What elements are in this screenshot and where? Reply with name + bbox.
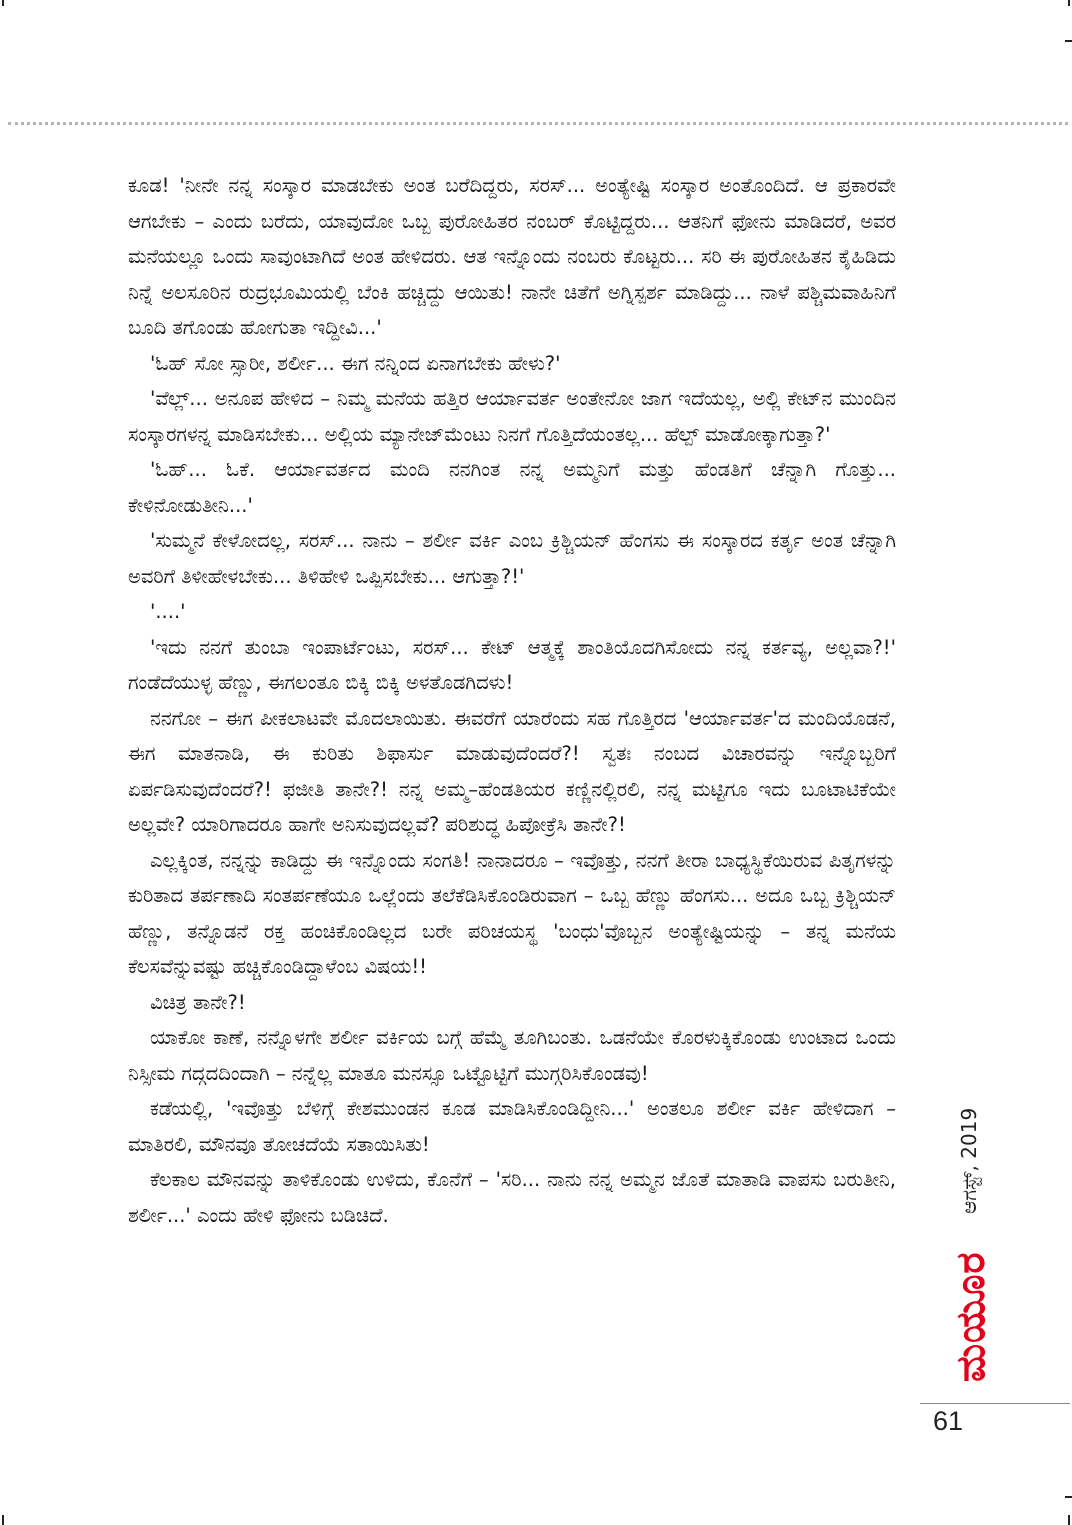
article-paragraph: ಕಡೆಯಲ್ಲಿ, 'ಇವೊತ್ತು ಬೆಳಿಗ್ಗೆ ಕೇಶಮುಂಡನ ಕೂಡ ಮಾಡಿಸಿಕೊಂಡಿದ್ದೀನಿ...' ಅಂತಲೂ ಶರ್ಲೀ ವರ್ಕಿ ಹೇಳಿದಾಗ – ಮಾತಿರಲಿ, ಮೌನವೂ ತೋಚದೆಯೆ ಸತಾಯಿಸಿತು! [128,1097,896,1156]
article-paragraph: ಎಲ್ಲಕ್ಕಿಂತ, ನನ್ನನ್ನು ಕಾಡಿದ್ದು ಈ ಇನ್ನೊಂದು ಸಂಗತಿ! ನಾನಾದರೂ – ಇವೊತ್ತು, ನನಗೆ ತೀರಾ ಬಾಧ್ಯಸ್ಥಿಕೆಯಿರುವ ಪಿತೃಗಳನ್ನು ಕುರಿತಾದ ತರ್ಪಣಾದಿ ಸಂತರ್ಪಣೆಯೂ ಒಲ್ಲೆಂದು ತಲೆಕೆಡಿಸಿಕೊಂಡಿರುವಾಗ – ಒಬ್ಬ ಹೆಣ್ಣು ಹೆಂಗಸು... ಅದೂ ಒಬ್ಬ ಕ್ರಿಶ್ಚಿಯನ್ ಹೆಣ್ಣು, ತನ್ನೊಡನೆ ರಕ್ತ ಹಂಚಿಕೊಂಡಿಲ್ಲದ ಬರೇ ಪರಿಚಯಸ್ಥ 'ಬಂಧು'ವೊಬ್ಬನ ಅಂತ್ಯೇಷ್ಟಿಯನ್ನು – ತನ್ನ ಮನೆಯ ಕೆಲಸವೆನ್ನುವಷ್ಟು ಹಚ್ಚಿಕೊಂಡಿದ್ದಾಳೆಂಬ ವಿಷಯ!! [128,848,896,978]
article-paragraph: 'ಇದು ನನಗೆ ತುಂಬಾ ಇಂಪಾರ್ಟೆಂಟು, ಸರಸ್... ಕೇಟ್ ಆತ್ಮಕ್ಕೆ ಶಾಂತಿಯೊದಗಿಸೋದು ನನ್ನ ಕರ್ತವ್ಯ, ಅಲ್ಲವಾ?!' ಗಂಡೆದೆಯುಳ್ಳ ಹೆಣ್ಣು, ಈಗಲಂತೂ ಬಿಕ್ಕಿ ಬಿಕ್ಕಿ ಅಳತೊಡಗಿದಳು! [128,635,896,694]
crop-mark-right-lower [1065,1496,1072,1498]
article-body [128,168,896,1233]
article-paragraph: ವಿಚಿತ್ರ ತಾನೇ?! [150,990,246,1014]
article-paragraph: ಯಾಕೋ ಕಾಣೆ, ನನ್ನೊಳಗೇ ಶರ್ಲೀ ವರ್ಕಿಯ ಬಗ್ಗೆ ಹೆಮ್ಮೆ ತೂಗಿಬಂತು. ಒಡನೆಯೇ ಕೊರಳುಕ್ಕಿಕೊಂಡು ಉಂಟಾದ ಒಂದು ನಿಸ್ಸೀಮ ಗದ್ಗದದಿಂದಾಗಿ – ನನ್ನೆಲ್ಲ ಮಾತೂ ಮನಸ್ಸೂ ಒಟ್ಟೊಟ್ಟಿಗೆ ಮುಗ್ಗರಿಸಿಕೊಂಡವು! [128,1026,896,1085]
crop-mark-top-right [1068,0,1070,6]
article-paragraph: 'ವೆಲ್ಲ್... ಅನೂಪ ಹೇಳಿದ – ನಿಮ್ಮ ಮನೆಯ ಹತ್ತಿರ ಆರ್ಯಾವರ್ತ ಅಂತೇನೋ ಜಾಗ ಇದೆಯಲ್ಲ, ಅಲ್ಲಿ ಕೇಟ್‌ನ ಮುಂದಿನ ಸಂಸ್ಕಾರಗಳನ್ನ ಮಾಡಿಸಬೇಕು... ಅಲ್ಲಿಯ ಮ್ಯಾನೇಜ್‌ಮೆಂಟು ನಿನಗೆ ಗೊತ್ತಿದೆಯಂತಲ್ಲ... ಹೆಲ್ಪ್ ಮಾಡೋಕ್ಕಾಗುತ್ತಾ?' [128,387,896,446]
crop-mark-top-left [2,0,4,6]
article-paragraph: ಕೂಡ! 'ನೀನೇ ನನ್ನ ಸಂಸ್ಕಾರ ಮಾಡಬೇಕು ಅಂತ ಬರೆದಿದ್ದರು, ಸರಸ್... ಅಂತ್ಯೇಷ್ಟಿ ಸಂಸ್ಕಾರ ಅಂತೊಂದಿದೆ. ಆ ಪ್ರಕಾರವೇ ಆಗಬೇಕು – ಎಂದು ಬರೆದು, ಯಾವುದೋ ಒಬ್ಬ ಪುರೋಹಿತರ ನಂಬರ್ ಕೊಟ್ಟಿದ್ದರು... ಆತನಿಗೆ ಫೋನು ಮಾಡಿದರೆ, ಅವರ ಮನೆಯಲ್ಲೂ ಒಂದು ಸಾವುಂಟಾಗಿದೆ ಅಂತ ಹೇಳಿದರು. ಆತ ಇನ್ನೊಂದು ನಂಬರು ಕೊಟ್ಟರು... ಸರಿ ಈ ಪುರೋಹಿತನ ಕೈಹಿಡಿದು ನಿನ್ನೆ ಅಲಸೂರಿನ ರುದ್ರಭೂಮಿಯಲ್ಲಿ ಬೆಂಕಿ ಹಚ್ಚಿದ್ದು ಆಯಿತು! ನಾನೇ ಚಿತೆಗೆ ಅಗ್ನಿಸ್ಪರ್ಶ ಮಾಡಿದ್ದು... ನಾಳೆ ಪಶ್ಚಿಮವಾಹಿನಿಗೆ ಬೂದಿ ತಗೊಂಡು ಹೋಗುತಾ ಇದ್ದೀವಿ...' [128,174,896,339]
article-paragraph: '....' [150,600,186,623]
article-paragraph: ಕೆಲಕಾಲ ಮೌನವನ್ನು ತಾಳಿಕೊಂಡು ಉಳಿದು, ಕೊನೆಗೆ – 'ಸರಿ... ನಾನು ನನ್ನ ಅಮ್ಮನ ಜೊತೆ ಮಾತಾಡಿ ವಾಪಸು ಬರುತೀನಿ, ಶರ್ಲೀ...' ಎಂದು ಹೇಳಿ ಫೋನು ಬಡಿಚಿದೆ. [128,1168,896,1227]
crop-mark-bottom-right [1068,1515,1070,1525]
crop-mark-right-upper [1065,40,1072,42]
issue-date: ಆಗಸ್ಟ್, 2019 [957,1107,981,1214]
article-paragraph: 'ಓಹ್... ಓಕೆ. ಆರ್ಯಾವರ್ತದ ಮಂದಿ ನನಗಿಂತ ನನ್ನ ಅಮ್ಮನಿಗೆ ಮತ್ತು ಹೆಂಡತಿಗೆ ಚೆನ್ನಾಗಿ ಗೊತ್ತು... ಕೇಳಿನೋಡುತೀನಿ...' [128,458,896,517]
article-paragraph: 'ಓಹ್ ಸೋ ಸ್ಸಾರೀ, ಶರ್ಲೀ... ಈಗ ನನ್ನಿಂದ ಏನಾಗಬೇಕು ಹೇಳು?' [150,351,561,375]
page-number: 61 [933,1406,964,1436]
crop-mark-bottom-left [2,1515,4,1525]
article-paragraph: ನನಗೋ – ಈಗ ಪೀಕಲಾಟವೇ ಮೊದಲಾಯಿತು. ಈವರೆಗೆ ಯಾರೆಂದು ಸಹ ಗೊತ್ತಿರದ 'ಆರ್ಯಾವರ್ತ'ದ ಮಂದಿಯೊಡನೆ, ಈಗ ಮಾತನಾಡಿ, ಈ ಕುರಿತು ಶಿಫಾರ್ಸು ಮಾಡುವುದೆಂದರೆ?! ಸ್ವತಃ ನಂಬದ ವಿಚಾರವನ್ನು ಇನ್ನೊಬ್ಬರಿಗೆ ಏರ್ಪಡಿಸುವುದೆಂದರೆ?! ಫಜೀತಿ ತಾನೇ?! ನನ್ನ ಅಮ್ಮ–ಹೆಂಡತಿಯರ ಕಣ್ಣಿನಲ್ಲಿರಲಿ, ನನ್ನ ಮಟ್ಟಿಗೂ ಇದು ಬೂಟಾಟಿಕೆಯೇ ಅಲ್ಲವೇ? ಯಾರಿಗಾದರೂ ಹಾಗೇ ಅನಿಸುವುದಲ್ಲವೆ? ಪರಿಶುದ್ಧ ಹಿಪೋಕ್ರೆಸಿ ತಾನೇ?! [128,706,896,836]
magazine-name: ಮಯೂರ [948,1251,994,1382]
article-paragraph: 'ಸುಮ್ಮನೆ ಕೇಳೋದಲ್ಲ, ಸರಸ್... ನಾನು – ಶರ್ಲೀ ವರ್ಕಿ ಎಂಬ ಕ್ರಿಶ್ಚಿಯನ್ ಹೆಂಗಸು ಈ ಸಂಸ್ಕಾರದ ಕರ್ತೃ ಅಂತ ಚೆನ್ನಾಗಿ ಅವರಿಗೆ ತಿಳೀಹೇಳಬೇಕು... ತಿಳಿಹೇಳಿ ಒಪ್ಪಿಸಬೇಕು... ಆಗುತ್ತಾ?!' [128,529,896,588]
header-dotted-rule [8,122,1068,125]
page-number-rule [920,1403,1070,1404]
